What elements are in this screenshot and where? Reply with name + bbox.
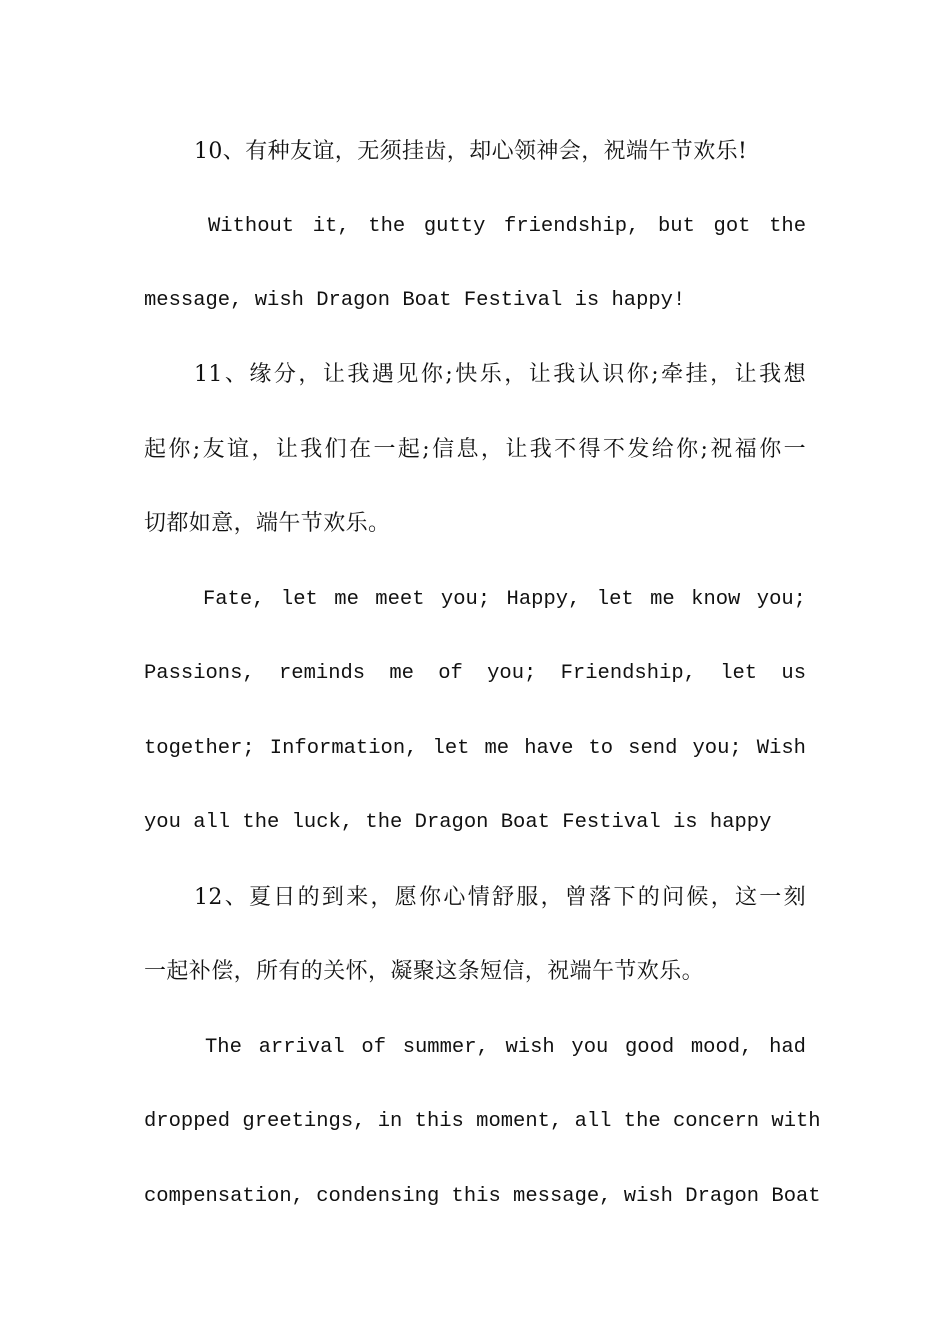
- paragraph-12-chinese-line-1: 12、夏日的到来，愿你心情舒服，曾落下的问候，这一刻: [194, 885, 806, 910]
- paragraph-12-english-line-3: compensation, condensing this message, wish Dragon Boat: [144, 1185, 821, 1208]
- paragraph-11-english-line-4: you all the luck, the Dragon Boat Festival is happy: [144, 811, 772, 834]
- paragraph-12-english-line-2: dropped greetings, in this moment, all the concern with: [144, 1110, 821, 1133]
- paragraph-10-english-line-2: message, wish Dragon Boat Festival is happy!: [144, 289, 686, 312]
- paragraph-11-english-line-2: Passions, reminds me of you; Friendship, let us: [144, 662, 806, 685]
- paragraph-11-english-line-1: Fate, let me meet you; Happy, let me know you;: [203, 588, 806, 611]
- paragraph-10-chinese-line-1: 10、有种友谊，无须挂齿，却心领神会，祝端午节欢乐!: [194, 139, 748, 164]
- paragraph-11-chinese-line-1: 11、缘分，让我遇见你;快乐，让我认识你;牵挂，让我想: [194, 362, 806, 387]
- paragraph-12-english-line-1: The arrival of summer, wish you good mood, had: [205, 1036, 806, 1059]
- paragraph-10-english-line-1: Without it, the gutty friendship, but got the: [208, 215, 806, 238]
- paragraph-11-chinese-line-3: 切都如意，端午节欢乐。: [144, 511, 391, 536]
- paragraph-11-english-line-3: together; Information, let me have to send you; Wish: [144, 737, 806, 760]
- paragraph-11-chinese-line-2: 起你;友谊，让我们在一起;信息，让我不得不发给你;祝福你一: [144, 437, 806, 462]
- paragraph-12-chinese-line-2: 一起补偿，所有的关怀，凝聚这条短信，祝端午节欢乐。: [144, 959, 705, 984]
